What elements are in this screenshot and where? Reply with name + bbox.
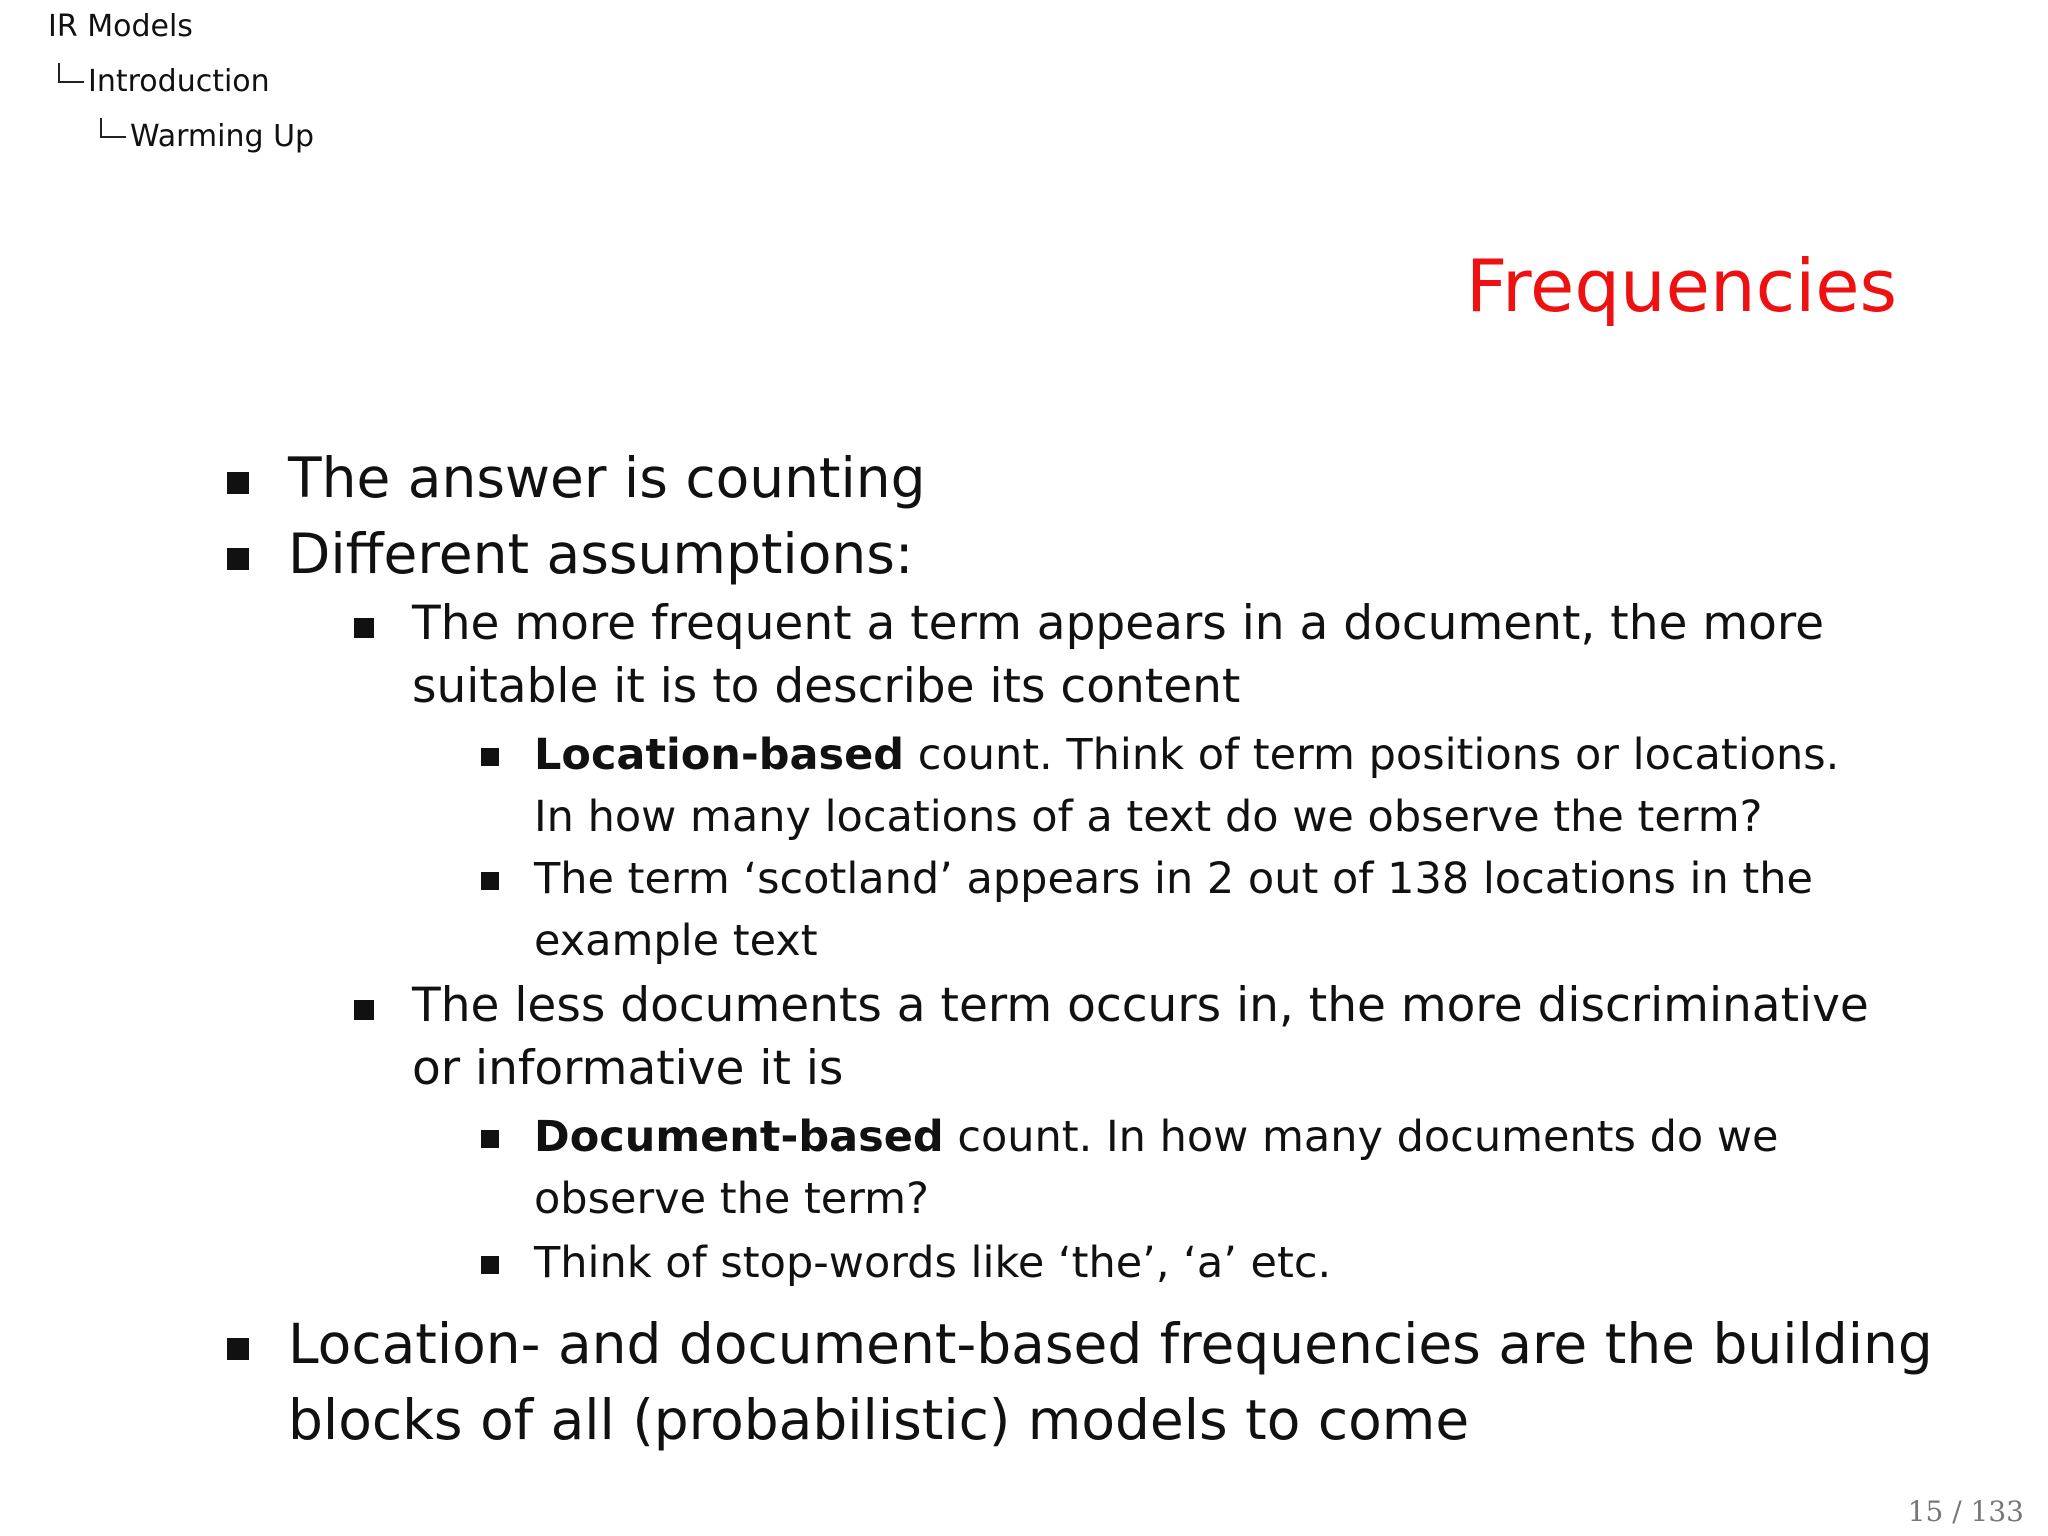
square-bullet-icon	[481, 1256, 499, 1274]
tree-elbow-icon	[58, 63, 84, 83]
breadcrumb-label: Introduction	[88, 64, 270, 99]
bullet-text-rest: count. In how many documents do we	[943, 1112, 1779, 1162]
square-bullet-icon	[227, 472, 249, 494]
page-number: 15 / 133	[1907, 1495, 2024, 1528]
sub-sub-bullet-item	[534, 1232, 1331, 1294]
bullet-text: The more frequent a term appears in a document, the more	[412, 596, 1825, 651]
bullet-text: Think of stop-words like ‘the’, ‘a’ etc.	[534, 1238, 1332, 1288]
tree-elbow-icon	[100, 118, 126, 138]
square-bullet-icon	[481, 872, 499, 890]
bullet-text: or informative it is	[412, 1041, 844, 1096]
sub-sub-bullet-item	[534, 1106, 1779, 1230]
slide-title: Frequencies	[1465, 244, 1897, 328]
square-bullet-icon	[354, 1000, 374, 1020]
bullet-text: example text	[534, 916, 818, 966]
sub-bullet-item	[412, 974, 1869, 1100]
bullet-text: The less documents a term occurs in, the more discriminative	[412, 978, 1869, 1033]
bullet-text-rest: count. Think of term positions or locations.	[904, 730, 1840, 780]
bullet-text: suitable it is to describe its content	[412, 659, 1241, 714]
bullet-text	[534, 1106, 1779, 1168]
sub-sub-bullet-item	[534, 724, 1839, 848]
breadcrumb-item-warming-up	[100, 118, 314, 155]
bullet-text: observe the term?	[534, 1174, 929, 1224]
square-bullet-icon	[227, 548, 249, 570]
bullet-text: The answer is counting	[288, 446, 926, 510]
bold-term: Document-based	[534, 1112, 944, 1162]
square-bullet-icon	[227, 1338, 249, 1360]
bullet-item	[288, 516, 913, 592]
breadcrumb-label: Warming Up	[130, 119, 315, 154]
bold-term: Location-based	[534, 730, 905, 780]
bullet-item	[288, 1306, 1933, 1458]
bullet-text: Location- and document-based frequencies are the building	[288, 1312, 1933, 1376]
bullet-text: blocks of all (probabilistic) models to come	[288, 1388, 1470, 1452]
breadcrumb-item-ir-models	[48, 9, 193, 45]
sub-bullet-item	[412, 592, 1824, 718]
breadcrumb-label: IR Models	[48, 9, 193, 44]
bullet-text	[534, 724, 1839, 786]
bullet-text: The term ‘scotland’ appears in 2 out of 138 locations in the	[534, 854, 1813, 904]
square-bullet-icon	[354, 618, 374, 638]
square-bullet-icon	[481, 1130, 499, 1148]
sub-sub-bullet-item	[534, 848, 1813, 972]
bullet-text: In how many locations of a text do we observe the term?	[534, 792, 1763, 842]
bullet-item	[288, 440, 926, 516]
square-bullet-icon	[481, 748, 499, 766]
breadcrumb-item-introduction	[58, 63, 270, 100]
bullet-text: Different assumptions:	[288, 522, 914, 586]
